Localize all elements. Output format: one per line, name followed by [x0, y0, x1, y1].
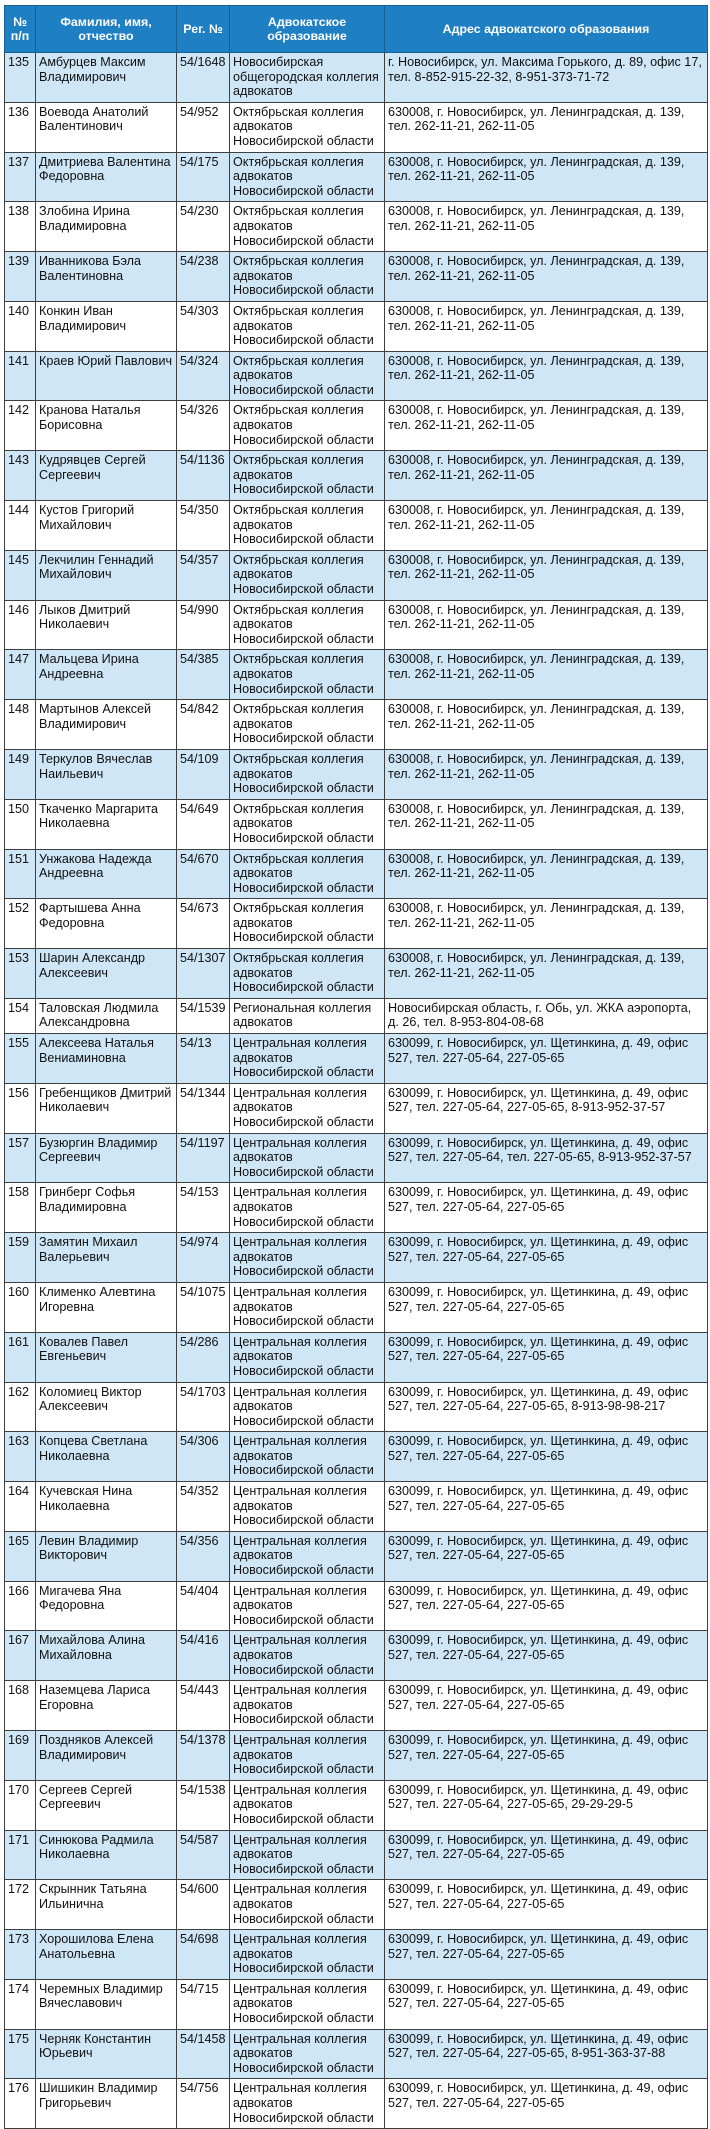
table-row: [5, 1780, 708, 1830]
cell-address: 630099, г. Новосибирск, ул. Щетинкина, д. 49, офис 527, тел. 227-05-64, 227-05-65: [385, 1930, 708, 1980]
cell-address: 630099, г. Новосибирск, ул. Щетинкина, д. 49, офис 527, тел. 227-05-64, 227-05-65: [385, 1880, 708, 1930]
cell-organization: Центральная коллегия адвокатов Новосибирской области: [230, 1183, 385, 1233]
cell-address: 630008, г. Новосибирск, ул. Ленинградская, д. 139, тел. 262-11-21, 262-11-05: [385, 202, 708, 252]
cell-number: 138: [5, 202, 36, 252]
cell-number: 137: [5, 152, 36, 202]
cell-number: 160: [5, 1282, 36, 1332]
cell-reg-number: 54/1075: [177, 1282, 230, 1332]
cell-address: 630008, г. Новосибирск, ул. Ленинградская, д. 139, тел. 262-11-21, 262-11-05: [385, 700, 708, 750]
table-row: [5, 102, 708, 152]
cell-address: 630099, г. Новосибирск, ул. Щетинкина, д. 49, офис 527, тел. 227-05-64, 227-05-65: [385, 1730, 708, 1780]
cell-number: 164: [5, 1482, 36, 1532]
table-body: [5, 53, 708, 2129]
cell-address: 630099, г. Новосибирск, ул. Щетинкина, д. 49, офис 527, тел. 227-05-64, 227-05-65, 8-913-952-37-57: [385, 1083, 708, 1133]
table-row: [5, 501, 708, 551]
cell-number: 141: [5, 351, 36, 401]
table-row: [5, 749, 708, 799]
cell-organization: Центральная коллегия адвокатов Новосибирской области: [230, 1432, 385, 1482]
header-reg-number: Рег. №: [177, 6, 230, 53]
cell-address: 630008, г. Новосибирск, ул. Ленинградская, д. 139, тел. 262-11-21, 262-11-05: [385, 899, 708, 949]
cell-full-name: Замятин Михаил Валерьевич: [36, 1233, 177, 1283]
cell-reg-number: 54/1703: [177, 1382, 230, 1432]
cell-number: 149: [5, 749, 36, 799]
table-row: [5, 1083, 708, 1133]
table-row: [5, 2029, 708, 2079]
cell-reg-number: 54/416: [177, 1631, 230, 1681]
cell-full-name: Черняк Константин Юрьевич: [36, 2029, 177, 2079]
cell-full-name: Дмитриева Валентина Федоровна: [36, 152, 177, 202]
cell-reg-number: 54/715: [177, 1979, 230, 2029]
cell-full-name: Кранова Наталья Борисовна: [36, 401, 177, 451]
cell-full-name: Шарин Александр Алексеевич: [36, 949, 177, 999]
header-full-name: Фамилия, имя, отчество: [36, 6, 177, 53]
cell-reg-number: 54/600: [177, 1880, 230, 1930]
cell-full-name: Шишикин Владимир Григорьевич: [36, 2079, 177, 2129]
cell-full-name: Краев Юрий Павлович: [36, 351, 177, 401]
cell-organization: Центральная коллегия адвокатов Новосибирской области: [230, 1482, 385, 1532]
cell-organization: Центральная коллегия адвокатов Новосибирской области: [230, 1083, 385, 1133]
cell-full-name: Воевода Анатолий Валентинович: [36, 102, 177, 152]
cell-number: 143: [5, 451, 36, 501]
cell-address: 630099, г. Новосибирск, ул. Щетинкина, д. 49, офис 527, тел. 227-05-64, 227-05-65: [385, 1631, 708, 1681]
cell-organization: Октябрьская коллегия адвокатов Новосибирской области: [230, 301, 385, 351]
cell-reg-number: 54/587: [177, 1830, 230, 1880]
cell-address: 630099, г. Новосибирск, ул. Щетинкина, д. 49, офис 527, тел. 227-05-64, 227-05-65: [385, 1432, 708, 1482]
cell-organization: Центральная коллегия адвокатов Новосибирской области: [230, 1581, 385, 1631]
cell-reg-number: 54/1344: [177, 1083, 230, 1133]
table-row: [5, 998, 708, 1033]
cell-address: 630099, г. Новосибирск, ул. Щетинкина, д. 49, офис 527, тел. 227-05-64, 227-05-65, 8-913-98-98-217: [385, 1382, 708, 1432]
cell-organization: Октябрьская коллегия адвокатов Новосибирской области: [230, 252, 385, 302]
cell-address: 630008, г. Новосибирск, ул. Ленинградская, д. 139, тел. 262-11-21, 262-11-05: [385, 252, 708, 302]
cell-number: 139: [5, 252, 36, 302]
cell-full-name: Коломиец Виктор Алексеевич: [36, 1382, 177, 1432]
cell-reg-number: 54/324: [177, 351, 230, 401]
cell-full-name: Гребенщиков Дмитрий Николаевич: [36, 1083, 177, 1133]
cell-organization: Октябрьская коллегия адвокатов Новосибирской области: [230, 451, 385, 501]
cell-full-name: Гринберг Софья Владимировна: [36, 1183, 177, 1233]
cell-full-name: Черемных Владимир Вячеславович: [36, 1979, 177, 2029]
table-row: [5, 1382, 708, 1432]
cell-address: 630008, г. Новосибирск, ул. Ленинградская, д. 139, тел. 262-11-21, 262-11-05: [385, 550, 708, 600]
table-row: [5, 1133, 708, 1183]
cell-full-name: Мальцева Ирина Андреевна: [36, 650, 177, 700]
cell-number: 167: [5, 1631, 36, 1681]
table-row: [5, 202, 708, 252]
table-row: [5, 1233, 708, 1283]
cell-organization: Октябрьская коллегия адвокатов Новосибирской области: [230, 700, 385, 750]
cell-address: 630099, г. Новосибирск, ул. Щетинкина, д. 49, офис 527, тел. 227-05-64, 227-05-65: [385, 1034, 708, 1084]
cell-address: 630008, г. Новосибирск, ул. Ленинградская, д. 139, тел. 262-11-21, 262-11-05: [385, 301, 708, 351]
table-row: [5, 1631, 708, 1681]
cell-number: 174: [5, 1979, 36, 2029]
cell-address: 630099, г. Новосибирск, ул. Щетинкина, д. 49, офис 527, тел. 227-05-64, 227-05-65, 29-29-29-5: [385, 1780, 708, 1830]
cell-full-name: Мигачева Яна Федоровна: [36, 1581, 177, 1631]
cell-address: 630099, г. Новосибирск, ул. Щетинкина, д. 49, офис 527, тел. 227-05-64, 227-05-65: [385, 1531, 708, 1581]
cell-reg-number: 54/670: [177, 849, 230, 899]
cell-number: 145: [5, 550, 36, 600]
table-row: [5, 700, 708, 750]
header-number: № п/п: [5, 6, 36, 53]
cell-full-name: Унжакова Надежда Андреевна: [36, 849, 177, 899]
cell-organization: Октябрьская коллегия адвокатов Новосибирской области: [230, 501, 385, 551]
table-row: [5, 1979, 708, 2029]
header-row: [5, 6, 708, 53]
cell-number: 157: [5, 1133, 36, 1183]
cell-organization: Центральная коллегия адвокатов Новосибирской области: [230, 1133, 385, 1183]
header-address: Адрес адвокатского образования: [385, 6, 708, 53]
cell-address: 630099, г. Новосибирск, ул. Щетинкина, д. 49, офис 527, тел. 227-05-64, 227-05-65: [385, 1482, 708, 1532]
cell-full-name: Синюкова Радмила Николаевна: [36, 1830, 177, 1880]
cell-organization: Октябрьская коллегия адвокатов Новосибирской области: [230, 202, 385, 252]
cell-reg-number: 54/303: [177, 301, 230, 351]
table-row: [5, 1930, 708, 1980]
table-row: [5, 1730, 708, 1780]
table-row: [5, 799, 708, 849]
cell-address: 630008, г. Новосибирск, ул. Ленинградская, д. 139, тел. 262-11-21, 262-11-05: [385, 799, 708, 849]
cell-reg-number: 54/175: [177, 152, 230, 202]
cell-number: 171: [5, 1830, 36, 1880]
cell-full-name: Алексеева Наталья Вениаминовна: [36, 1034, 177, 1084]
table-row: [5, 1681, 708, 1731]
cell-full-name: Бузюргин Владимир Сергеевич: [36, 1133, 177, 1183]
cell-number: 169: [5, 1730, 36, 1780]
cell-organization: Октябрьская коллегия адвокатов Новосибирской области: [230, 152, 385, 202]
table-row: [5, 600, 708, 650]
cell-address: 630099, г. Новосибирск, ул. Щетинкина, д. 49, офис 527, тел. 227-05-64, 227-05-65: [385, 1233, 708, 1283]
cell-full-name: Хорошилова Елена Анатольевна: [36, 1930, 177, 1980]
table-row: [5, 899, 708, 949]
cell-number: 154: [5, 998, 36, 1033]
cell-organization: Центральная коллегия адвокатов Новосибирской области: [230, 2029, 385, 2079]
cell-number: 144: [5, 501, 36, 551]
table-header: [5, 6, 708, 53]
table-row: [5, 849, 708, 899]
cell-address: 630099, г. Новосибирск, ул. Щетинкина, д. 49, офис 527, тел. 227-05-64, тел. 227-05-65, 8-913-952-37-57: [385, 1133, 708, 1183]
cell-full-name: Таловская Людмила Александровна: [36, 998, 177, 1033]
cell-number: 161: [5, 1332, 36, 1382]
cell-reg-number: 54/842: [177, 700, 230, 750]
cell-full-name: Иванникова Бэла Валентиновна: [36, 252, 177, 302]
cell-organization: Центральная коллегия адвокатов Новосибирской области: [230, 1282, 385, 1332]
cell-number: 166: [5, 1581, 36, 1631]
cell-address: 630099, г. Новосибирск, ул. Щетинкина, д. 49, офис 527, тел. 227-05-64, 227-05-65: [385, 2079, 708, 2129]
table-row: [5, 1282, 708, 1332]
cell-organization: Центральная коллегия адвокатов Новосибирской области: [230, 1681, 385, 1731]
cell-full-name: Ковалев Павел Евгеньевич: [36, 1332, 177, 1382]
cell-organization: Центральная коллегия адвокатов Новосибирской области: [230, 1332, 385, 1382]
cell-number: 151: [5, 849, 36, 899]
cell-reg-number: 54/1197: [177, 1133, 230, 1183]
cell-number: 163: [5, 1432, 36, 1482]
cell-number: 150: [5, 799, 36, 849]
cell-full-name: Амбурцев Максим Владимирович: [36, 53, 177, 103]
cell-number: 148: [5, 700, 36, 750]
cell-organization: Центральная коллегия адвокатов Новосибирской области: [230, 1730, 385, 1780]
cell-reg-number: 54/952: [177, 102, 230, 152]
cell-organization: Октябрьская коллегия адвокатов Новосибирской области: [230, 650, 385, 700]
cell-address: 630008, г. Новосибирск, ул. Ленинградская, д. 139, тел. 262-11-21, 262-11-05: [385, 451, 708, 501]
cell-organization: Центральная коллегия адвокатов Новосибирской области: [230, 1830, 385, 1880]
cell-reg-number: 54/350: [177, 501, 230, 551]
cell-full-name: Левин Владимир Викторович: [36, 1531, 177, 1581]
table-row: [5, 1531, 708, 1581]
cell-full-name: Конкин Иван Владимирович: [36, 301, 177, 351]
table-row: [5, 1880, 708, 1930]
cell-full-name: Кудрявцев Сергей Сергеевич: [36, 451, 177, 501]
table-row: [5, 1332, 708, 1382]
cell-reg-number: 54/443: [177, 1681, 230, 1731]
cell-address: 630008, г. Новосибирск, ул. Ленинградская, д. 139, тел. 262-11-21, 262-11-05: [385, 600, 708, 650]
table-row: [5, 301, 708, 351]
cell-reg-number: 54/990: [177, 600, 230, 650]
table-row: [5, 252, 708, 302]
cell-full-name: Лекчилин Геннадий Михайлович: [36, 550, 177, 600]
cell-number: 140: [5, 301, 36, 351]
cell-organization: Октябрьская коллегия адвокатов Новосибирской области: [230, 849, 385, 899]
cell-address: 630008, г. Новосибирск, ул. Ленинградская, д. 139, тел. 262-11-21, 262-11-05: [385, 501, 708, 551]
cell-reg-number: 54/153: [177, 1183, 230, 1233]
cell-reg-number: 54/1539: [177, 998, 230, 1033]
cell-reg-number: 54/230: [177, 202, 230, 252]
cell-full-name: Поздняков Алексей Владимирович: [36, 1730, 177, 1780]
advocates-registry-table: [4, 5, 708, 2129]
cell-reg-number: 54/404: [177, 1581, 230, 1631]
cell-full-name: Теркулов Вячеслав Наильевич: [36, 749, 177, 799]
cell-organization: Центральная коллегия адвокатов Новосибирской области: [230, 1531, 385, 1581]
cell-address: 630008, г. Новосибирск, ул. Ленинградская, д. 139, тел. 262-11-21, 262-11-05: [385, 949, 708, 999]
cell-organization: Октябрьская коллегия адвокатов Новосибирской области: [230, 899, 385, 949]
cell-full-name: Злобина Ирина Владимировна: [36, 202, 177, 252]
cell-address: 630099, г. Новосибирск, ул. Щетинкина, д. 49, офис 527, тел. 227-05-64, 227-05-65: [385, 1282, 708, 1332]
cell-reg-number: 54/673: [177, 899, 230, 949]
cell-number: 156: [5, 1083, 36, 1133]
cell-number: 147: [5, 650, 36, 700]
cell-organization: Октябрьская коллегия адвокатов Новосибирской области: [230, 600, 385, 650]
cell-full-name: Кучевская Нина Николаевна: [36, 1482, 177, 1532]
cell-address: 630099, г. Новосибирск, ул. Щетинкина, д. 49, офис 527, тел. 227-05-64, 227-05-65: [385, 1183, 708, 1233]
cell-reg-number: 54/13: [177, 1034, 230, 1084]
cell-full-name: Лыков Дмитрий Николаевич: [36, 600, 177, 650]
cell-number: 146: [5, 600, 36, 650]
cell-address: 630099, г. Новосибирск, ул. Щетинкина, д. 49, офис 527, тел. 227-05-64, 227-05-65: [385, 1681, 708, 1731]
cell-organization: Региональная коллегия адвокатов: [230, 998, 385, 1033]
table-row: [5, 1183, 708, 1233]
cell-organization: Центральная коллегия адвокатов Новосибирской области: [230, 1930, 385, 1980]
cell-number: 158: [5, 1183, 36, 1233]
table-row: [5, 1432, 708, 1482]
cell-organization: Центральная коллегия адвокатов Новосибирской области: [230, 1034, 385, 1084]
cell-reg-number: 54/1538: [177, 1780, 230, 1830]
cell-organization: Центральная коллегия адвокатов Новосибирской области: [230, 1382, 385, 1432]
cell-reg-number: 54/326: [177, 401, 230, 451]
cell-number: 159: [5, 1233, 36, 1283]
cell-reg-number: 54/1458: [177, 2029, 230, 2079]
table-row: [5, 1482, 708, 1532]
table-row: [5, 1034, 708, 1084]
cell-reg-number: 54/1378: [177, 1730, 230, 1780]
cell-number: 155: [5, 1034, 36, 1084]
cell-address: 630099, г. Новосибирск, ул. Щетинкина, д. 49, офис 527, тел. 227-05-64, 227-05-65: [385, 1332, 708, 1382]
cell-organization: Октябрьская коллегия адвокатов Новосибирской области: [230, 102, 385, 152]
cell-number: 168: [5, 1681, 36, 1731]
cell-organization: Октябрьская коллегия адвокатов Новосибирской области: [230, 550, 385, 600]
table-row: [5, 550, 708, 600]
cell-reg-number: 54/352: [177, 1482, 230, 1532]
cell-number: 165: [5, 1531, 36, 1581]
cell-full-name: Мартынов Алексей Владимирович: [36, 700, 177, 750]
cell-number: 162: [5, 1382, 36, 1432]
cell-full-name: Наземцева Лариса Егоровна: [36, 1681, 177, 1731]
cell-number: 170: [5, 1780, 36, 1830]
cell-address: г. Новосибирск, ул. Максима Горького, д. 89, офис 17, тел. 8-852-915-22-32, 8-951-373-71-72: [385, 53, 708, 103]
cell-reg-number: 54/698: [177, 1930, 230, 1980]
table-row: [5, 401, 708, 451]
cell-address: 630008, г. Новосибирск, ул. Ленинградская, д. 139, тел. 262-11-21, 262-11-05: [385, 401, 708, 451]
cell-address: 630008, г. Новосибирск, ул. Ленинградская, д. 139, тел. 262-11-21, 262-11-05: [385, 849, 708, 899]
cell-organization: Октябрьская коллегия адвокатов Новосибирской области: [230, 949, 385, 999]
cell-address: 630008, г. Новосибирск, ул. Ленинградская, д. 139, тел. 262-11-21, 262-11-05: [385, 152, 708, 202]
cell-reg-number: 54/306: [177, 1432, 230, 1482]
cell-full-name: Фартышева Анна Федоровна: [36, 899, 177, 949]
table-row: [5, 650, 708, 700]
cell-organization: Центральная коллегия адвокатов Новосибирской области: [230, 1233, 385, 1283]
cell-number: 172: [5, 1880, 36, 1930]
cell-address: 630099, г. Новосибирск, ул. Щетинкина, д. 49, офис 527, тел. 227-05-64, 227-05-65, 8-951-363-37-88: [385, 2029, 708, 2079]
cell-full-name: Копцева Светлана Николаевна: [36, 1432, 177, 1482]
cell-organization: Октябрьская коллегия адвокатов Новосибирской области: [230, 351, 385, 401]
cell-address: Новосибирская область, г. Обь, ул. ЖКА аэропорта, д. 26, тел. 8-953-804-08-68: [385, 998, 708, 1033]
cell-address: 630008, г. Новосибирск, ул. Ленинградская, д. 139, тел. 262-11-21, 262-11-05: [385, 650, 708, 700]
table-row: [5, 351, 708, 401]
cell-full-name: Михайлова Алина Михайловна: [36, 1631, 177, 1681]
cell-organization: Центральная коллегия адвокатов Новосибирской области: [230, 1979, 385, 2029]
cell-reg-number: 54/356: [177, 1531, 230, 1581]
table-row: [5, 451, 708, 501]
cell-full-name: Скрынник Татьяна Ильинична: [36, 1880, 177, 1930]
cell-number: 142: [5, 401, 36, 451]
registry-table-container: [4, 5, 707, 2129]
cell-reg-number: 54/238: [177, 252, 230, 302]
table-row: [5, 1581, 708, 1631]
cell-number: 173: [5, 1930, 36, 1980]
cell-reg-number: 54/1136: [177, 451, 230, 501]
cell-reg-number: 54/1648: [177, 53, 230, 103]
cell-organization: Новосибирская общегородская коллегия адвокатов: [230, 53, 385, 103]
cell-number: 152: [5, 899, 36, 949]
cell-address: 630008, г. Новосибирск, ул. Ленинградская, д. 139, тел. 262-11-21, 262-11-05: [385, 351, 708, 401]
cell-organization: Октябрьская коллегия адвокатов Новосибирской области: [230, 401, 385, 451]
cell-reg-number: 54/109: [177, 749, 230, 799]
cell-organization: Центральная коллегия адвокатов Новосибирской области: [230, 1780, 385, 1830]
cell-organization: Центральная коллегия адвокатов Новосибирской области: [230, 1880, 385, 1930]
cell-address: 630008, г. Новосибирск, ул. Ленинградская, д. 139, тел. 262-11-21, 262-11-05: [385, 749, 708, 799]
cell-reg-number: 54/1307: [177, 949, 230, 999]
cell-reg-number: 54/974: [177, 1233, 230, 1283]
cell-organization: Октябрьская коллегия адвокатов Новосибирской области: [230, 799, 385, 849]
cell-organization: Центральная коллегия адвокатов Новосибирской области: [230, 1631, 385, 1681]
cell-reg-number: 54/756: [177, 2079, 230, 2129]
cell-number: 176: [5, 2079, 36, 2129]
cell-reg-number: 54/385: [177, 650, 230, 700]
cell-full-name: Ткаченко Маргарита Николаевна: [36, 799, 177, 849]
table-row: [5, 949, 708, 999]
table-row: [5, 1830, 708, 1880]
cell-reg-number: 54/286: [177, 1332, 230, 1382]
cell-full-name: Кустов Григорий Михайлович: [36, 501, 177, 551]
cell-address: 630008, г. Новосибирск, ул. Ленинградская, д. 139, тел. 262-11-21, 262-11-05: [385, 102, 708, 152]
header-organization: Адвокатское образование: [230, 6, 385, 53]
cell-number: 175: [5, 2029, 36, 2079]
table-row: [5, 53, 708, 103]
cell-organization: Центральная коллегия адвокатов Новосибирской области: [230, 2079, 385, 2129]
cell-address: 630099, г. Новосибирск, ул. Щетинкина, д. 49, офис 527, тел. 227-05-64, 227-05-65: [385, 1830, 708, 1880]
cell-address: 630099, г. Новосибирск, ул. Щетинкина, д. 49, офис 527, тел. 227-05-64, 227-05-65: [385, 1581, 708, 1631]
table-row: [5, 2079, 708, 2129]
cell-number: 153: [5, 949, 36, 999]
cell-full-name: Клименко Алевтина Игоревна: [36, 1282, 177, 1332]
cell-organization: Октябрьская коллегия адвокатов Новосибирской области: [230, 749, 385, 799]
cell-full-name: Сергеев Сергей Сергеевич: [36, 1780, 177, 1830]
cell-address: 630099, г. Новосибирск, ул. Щетинкина, д. 49, офис 527, тел. 227-05-64, 227-05-65: [385, 1979, 708, 2029]
table-row: [5, 152, 708, 202]
cell-reg-number: 54/357: [177, 550, 230, 600]
cell-reg-number: 54/649: [177, 799, 230, 849]
cell-number: 136: [5, 102, 36, 152]
cell-number: 135: [5, 53, 36, 103]
